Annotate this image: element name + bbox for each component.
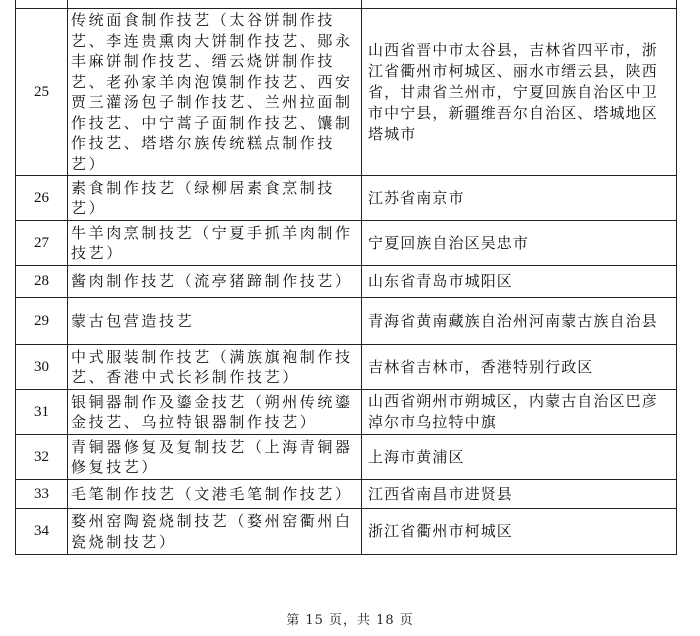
- row-number: 26: [16, 176, 68, 221]
- applicant-area: 浙江省衢州市柯城区: [362, 509, 677, 555]
- table-row: [16, 9, 677, 176]
- row-number: 29: [16, 298, 68, 345]
- applicant-area: 宁夏回族自治区吴忠市: [362, 221, 677, 266]
- applicant-area: 山东省青岛市城阳区: [362, 266, 677, 298]
- project-name: 素食制作技艺（绿柳居素食烹制技艺）: [68, 176, 362, 221]
- applicant-area: 江西省南昌市进贤县: [362, 480, 677, 509]
- project-name: [68, 0, 362, 9]
- row-number: 30: [16, 345, 68, 390]
- project-name: 青铜器修复及复制技艺（上海青铜器修复技艺）: [68, 435, 362, 480]
- project-name: 银铜器制作及鎏金技艺（朔州传统鎏金技艺、乌拉特银器制作技艺）: [68, 390, 362, 435]
- applicant-area: 山西省晋中市太谷县，吉林省四平市，浙江省衢州市柯城区、丽水市缙云县，陕西省，甘肃省兰州市，宁夏回族自治区中卫市中宁县，新疆维吾尔自治区、塔城地区塔城市: [362, 9, 677, 176]
- table-row: [16, 176, 677, 221]
- table-row: [16, 345, 677, 390]
- table-row: [16, 435, 677, 480]
- page-number-footer: 第 15 页，共 18 页: [286, 613, 414, 628]
- table-row: [16, 509, 677, 555]
- table-row: [16, 266, 677, 298]
- project-name: 酱肉制作技艺（流亭猪蹄制作技艺）: [68, 266, 362, 298]
- applicant-area: 山西省朔州市朔城区，内蒙古自治区巴彦淖尔市乌拉特中旗: [362, 390, 677, 435]
- applicant-area: 吉林省吉林市，香港特别行政区: [362, 345, 677, 390]
- applicant-area: 上海市黄浦区: [362, 435, 677, 480]
- project-name: 蒙古包营造技艺: [68, 298, 362, 345]
- project-name: 婺州窑陶瓷烧制技艺（婺州窑衢州白瓷烧制技艺）: [68, 509, 362, 555]
- row-number: 28: [16, 266, 68, 298]
- heritage-list-table: [15, 0, 677, 555]
- row-number: 34: [16, 509, 68, 555]
- project-name: 中式服装制作技艺（满族旗袍制作技艺、香港中式长衫制作技艺）: [68, 345, 362, 390]
- table-row: [16, 221, 677, 266]
- applicant-area: 江苏省南京市: [362, 176, 677, 221]
- row-number: 25: [16, 9, 68, 176]
- project-name: 传统面食制作技艺（太谷饼制作技艺、李连贵熏肉大饼制作技艺、郧永丰麻饼制作技艺、缙云烧饼制作技艺、老孙家羊肉泡馍制作技艺、西安贾三灌汤包子制作技艺、兰州拉面制作技艺、中宁蒿子面制作技艺、馕制作技艺、塔塔尔族传统糕点制作技艺）: [68, 9, 362, 176]
- applicant-area: 青海省黄南藏族自治州河南蒙古族自治县: [362, 298, 677, 345]
- project-name: 毛笔制作技艺（文港毛笔制作技艺）: [68, 480, 362, 509]
- table-row: [16, 298, 677, 345]
- row-number: 31: [16, 390, 68, 435]
- table-row: [16, 390, 677, 435]
- row-number: 27: [16, 221, 68, 266]
- project-name: 牛羊肉烹制技艺（宁夏手抓羊肉制作技艺）: [68, 221, 362, 266]
- applicant-area: [362, 0, 677, 9]
- row-number: 32: [16, 435, 68, 480]
- table-row: [16, 0, 677, 9]
- row-number: 33: [16, 480, 68, 509]
- row-number: [16, 0, 68, 9]
- table-row: [16, 480, 677, 509]
